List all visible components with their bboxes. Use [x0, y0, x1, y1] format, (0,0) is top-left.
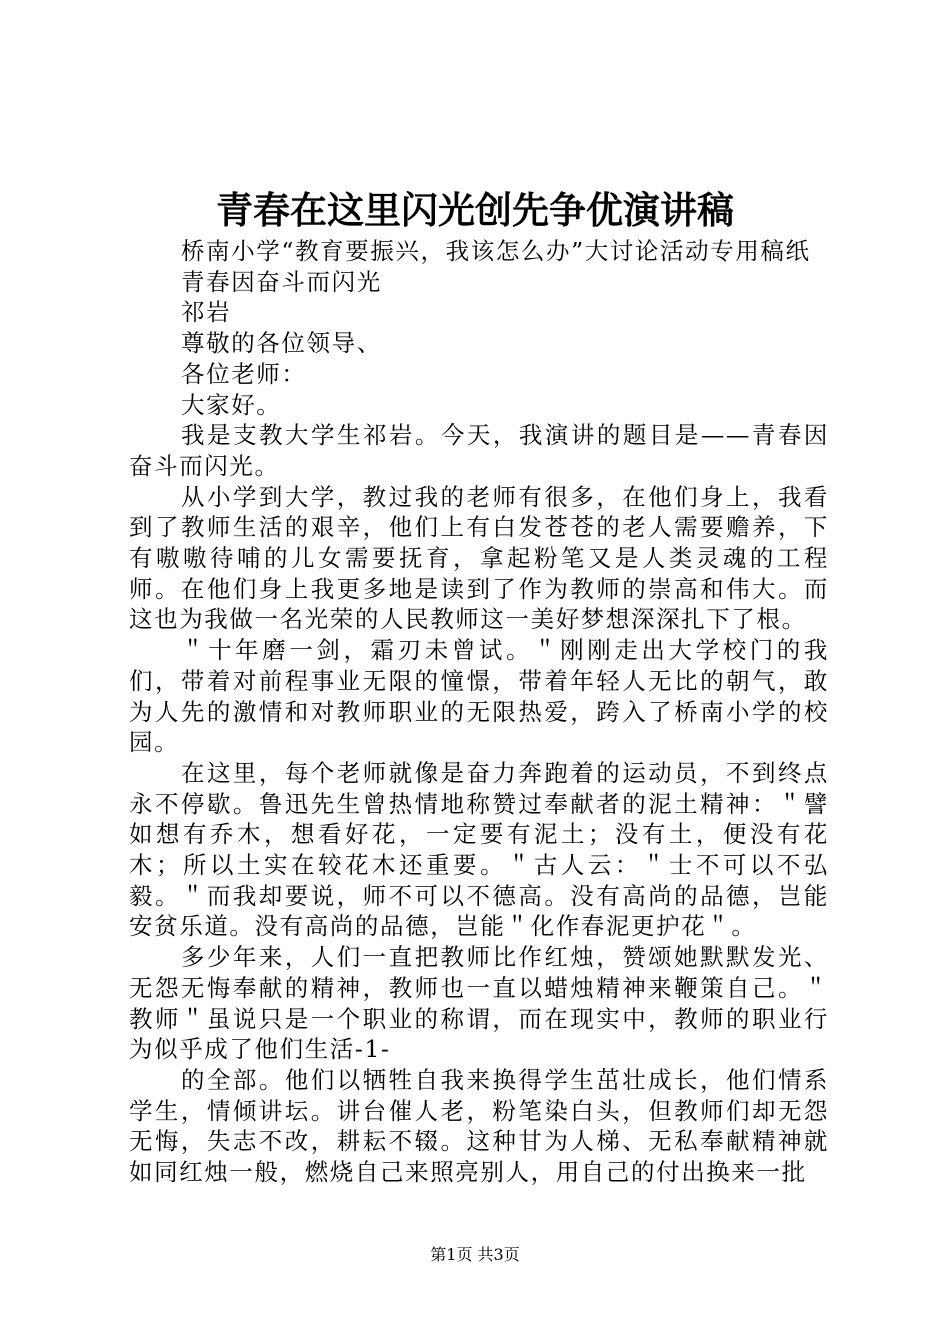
page-footer: 第1页 共3页: [430, 1245, 520, 1264]
paragraph: 我是支教大学生祁岩。今天，我演讲的题目是——青春因奋斗而闪光。: [129, 421, 829, 480]
paragraph: 各位老师：: [181, 359, 307, 388]
document-title: 青春在这里闪光创先争优演讲稿: [216, 188, 734, 232]
document-body: [129, 236, 829, 1188]
paragraph: 尊敬的各位领导、: [181, 329, 382, 358]
paragraph: 的全部。他们以牺牲自我来换得学生茁壮成长，他们情系学生，情倾讲坛。讲台催人老，粉笔染白头，但教师们却无怨无悔，失志不改，耕耘不辍。这种甘为人梯、无私奉献精神就如同红烛一般，燃烧自己来照亮别人，用自己的付出换来一批: [129, 1065, 829, 1187]
paragraph: 多少年来，人们一直把教师比作红烛，赞颂她默默发光、无怨无悔奉献的精神，教师也一直以蜡烛精神来鞭策自己。＂教师＂虽说只是一个职业的称谓，而在现实中，教师的职业行为似乎成了他们生活-1-: [129, 943, 829, 1064]
paragraph: 祁岩: [181, 298, 232, 327]
paragraph: 大家好。: [181, 390, 282, 419]
paragraph: 桥南小学“教育要振兴，我该怎么办”大讨论活动专用稿纸: [181, 237, 811, 265]
paragraph: 从小学到大学，教过我的老师有很多，在他们身上，我看到了教师生活的艰辛，他们上有白发苍苍的老人需要赡养，下有嗷嗷待哺的儿女需要抚育，拿起粉笔又是人类灵魂的工程师。在他们身上我更多地是读到了作为教师的崇高和伟大。而这也为我做一名光荣的人民教师这一美好梦想深深扎下了根。: [129, 482, 829, 634]
paragraph: 在这里，每个老师就像是奋力奔跑着的运动员，不到终点永不停歇。鲁迅先生曾热情地称赞过奉献者的泥土精神：＂譬如想有乔木，想看好花，一定要有泥土；没有土，便没有花木；所以土实在较花木还重要。＂古人云：＂士不可以不弘毅。＂而我却要说，师不可以不德高。没有高尚的品德，岂能安贫乐道。没有高尚的品德，岂能＂化作春泥更护花＂。: [129, 758, 829, 941]
paragraph: 青春因奋斗而闪光: [181, 267, 382, 296]
paragraph: ＂十年磨一剑，霜刃未曾试。＂刚刚走出大学校门的我们，带着对前程事业无限的憧憬，带着年轻人无比的朝气，敢为人先的激情和对教师职业的无限热爱，跨入了桥南小学的校园。: [129, 636, 829, 757]
